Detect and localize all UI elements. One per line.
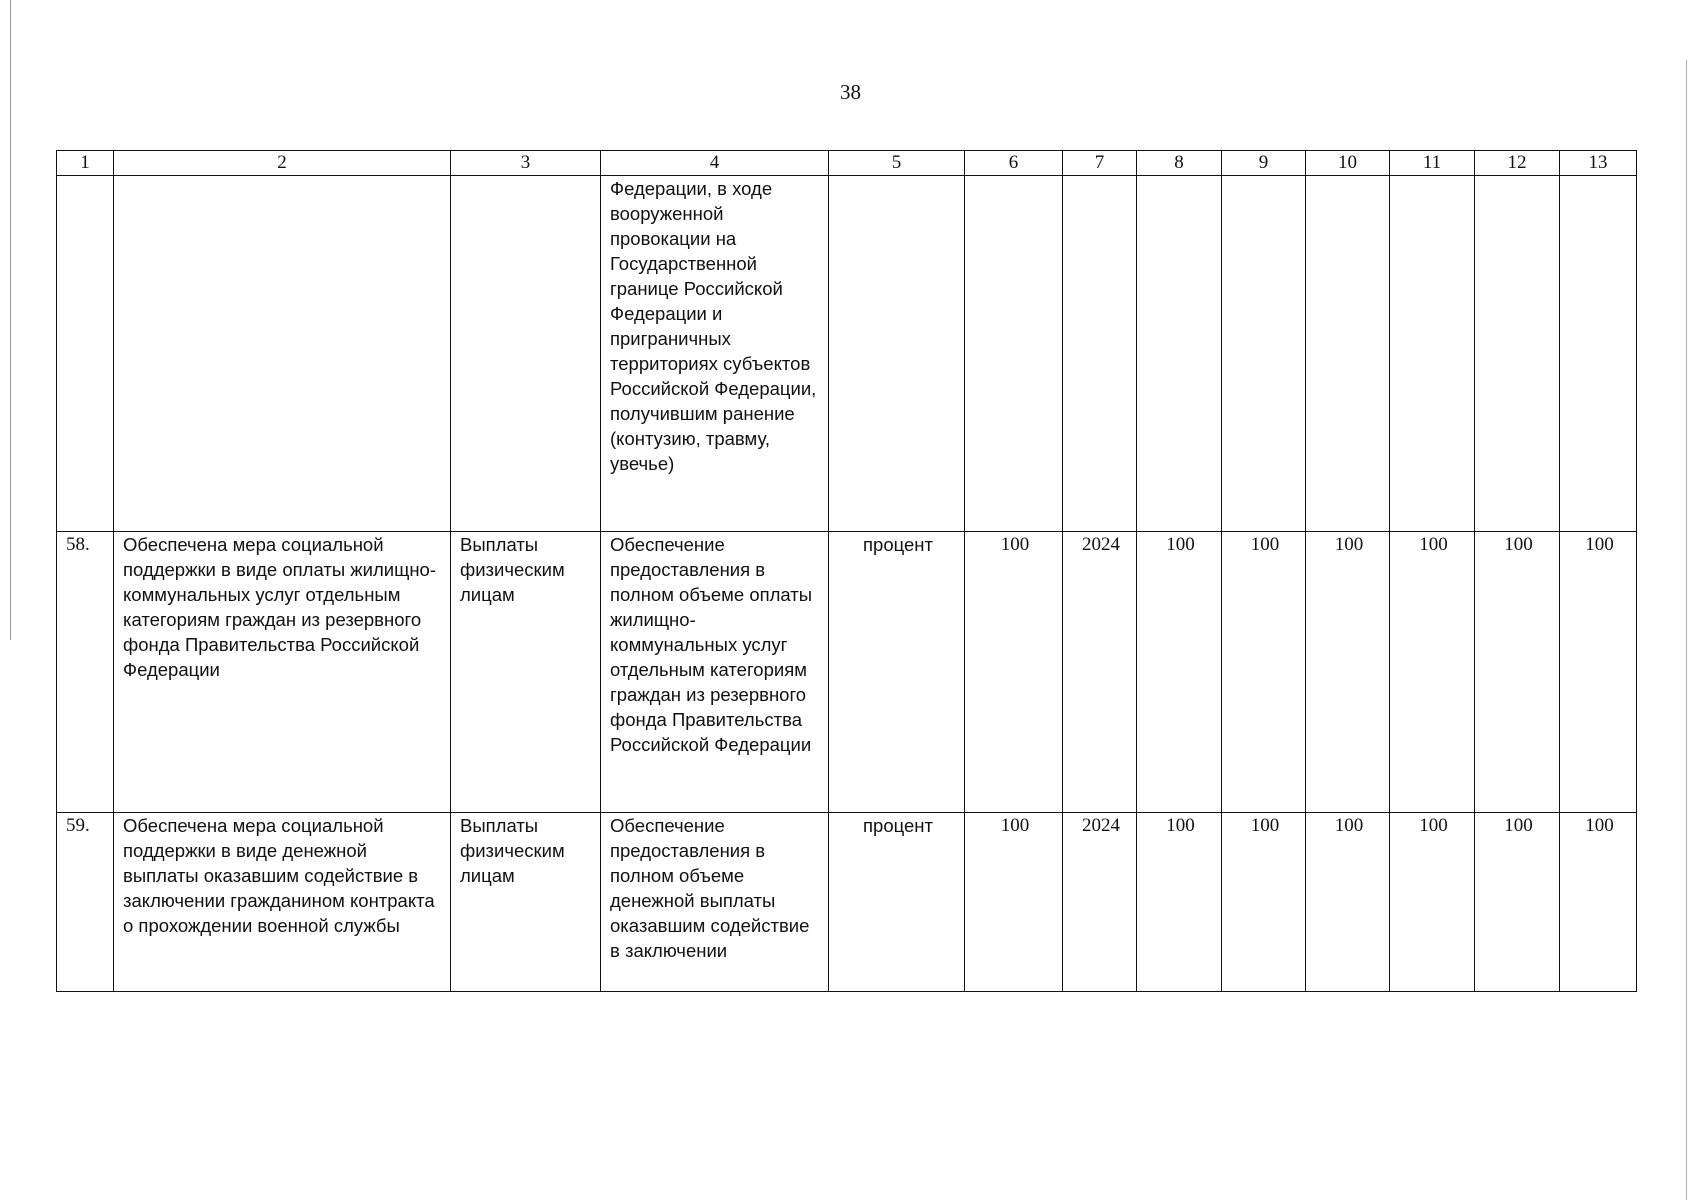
header-cell-4: 4 — [601, 151, 829, 176]
value-cell-13: 100 — [1560, 532, 1637, 813]
result-name: Обеспечена мера социальной поддержки в виде оплаты жилищно-коммунальных услуг отдельным категориям граждан из резервного фонда Правительства Российской Федерации — [114, 532, 451, 813]
unit-cell: процент — [829, 813, 965, 992]
data-table — [56, 150, 1637, 992]
value-cell-8 — [1137, 176, 1222, 532]
base-value-cell — [965, 176, 1063, 532]
header-cell-1: 1 — [57, 151, 114, 176]
value-cell-8: 100 — [1137, 532, 1222, 813]
row-number: 59. — [57, 813, 114, 992]
value-cell-13: 100 — [1560, 813, 1637, 992]
header-cell-5: 5 — [829, 151, 965, 176]
table-row — [57, 176, 1637, 532]
header-cell-10: 10 — [1306, 151, 1390, 176]
value-cell-9: 100 — [1222, 813, 1306, 992]
header-cell-7: 7 — [1063, 151, 1137, 176]
table-row — [57, 813, 1637, 992]
value-cell-10 — [1306, 176, 1390, 532]
base-year-cell: 2024 — [1063, 532, 1137, 813]
result-type: Выплаты физическим лицам — [451, 813, 601, 992]
header-cell-3: 3 — [451, 151, 601, 176]
value-cell-11 — [1390, 176, 1475, 532]
base-year-cell: 2024 — [1063, 813, 1137, 992]
header-cell-8: 8 — [1137, 151, 1222, 176]
value-cell-8: 100 — [1137, 813, 1222, 992]
result-description: Федерации, в ходе вооруженной провокации на Государственной границе Российской Федерации и приграничных территориях субъектов Российской Федерации, получившим ранение (контузию, травму, увечье) — [601, 176, 829, 532]
result-type: Выплаты физическим лицам — [451, 532, 601, 813]
result-name: Обеспечена мера социальной поддержки в виде денежной выплаты оказавшим содействие в заключении гражданином контракта о прохождении военной службы — [114, 813, 451, 992]
result-name — [114, 176, 451, 532]
value-cell-10: 100 — [1306, 532, 1390, 813]
result-description: Обеспечение предоставления в полном объеме денежной выплаты оказавшим содействие в заключении — [601, 813, 829, 992]
value-cell-13 — [1560, 176, 1637, 532]
unit-cell — [829, 176, 965, 532]
row-number — [57, 176, 114, 532]
result-type — [451, 176, 601, 532]
value-cell-12: 100 — [1475, 813, 1560, 992]
value-cell-9: 100 — [1222, 532, 1306, 813]
header-cell-6: 6 — [965, 151, 1063, 176]
unit-cell: процент — [829, 532, 965, 813]
header-cell-2: 2 — [114, 151, 451, 176]
value-cell-12: 100 — [1475, 532, 1560, 813]
base-value-cell: 100 — [965, 532, 1063, 813]
row-number: 58. — [57, 532, 114, 813]
header-cell-11: 11 — [1390, 151, 1475, 176]
header-cell-12: 12 — [1475, 151, 1560, 176]
value-cell-11: 100 — [1390, 532, 1475, 813]
result-description: Обеспечение предоставления в полном объеме оплаты жилищно-коммунальных услуг отдельным категориям граждан из резервного фонда Правительства Российской Федерации — [601, 532, 829, 813]
header-row — [57, 151, 1637, 176]
value-cell-10: 100 — [1306, 813, 1390, 992]
table-row — [57, 532, 1637, 813]
page-number: 38 — [840, 80, 861, 104]
header-cell-9: 9 — [1222, 151, 1306, 176]
header-cell-13: 13 — [1560, 151, 1637, 176]
value-cell-9 — [1222, 176, 1306, 532]
value-cell-11: 100 — [1390, 813, 1475, 992]
scan-edge-right — [1686, 60, 1687, 1200]
value-cell-12 — [1475, 176, 1560, 532]
base-value-cell: 100 — [965, 813, 1063, 992]
base-year-cell — [1063, 176, 1137, 532]
